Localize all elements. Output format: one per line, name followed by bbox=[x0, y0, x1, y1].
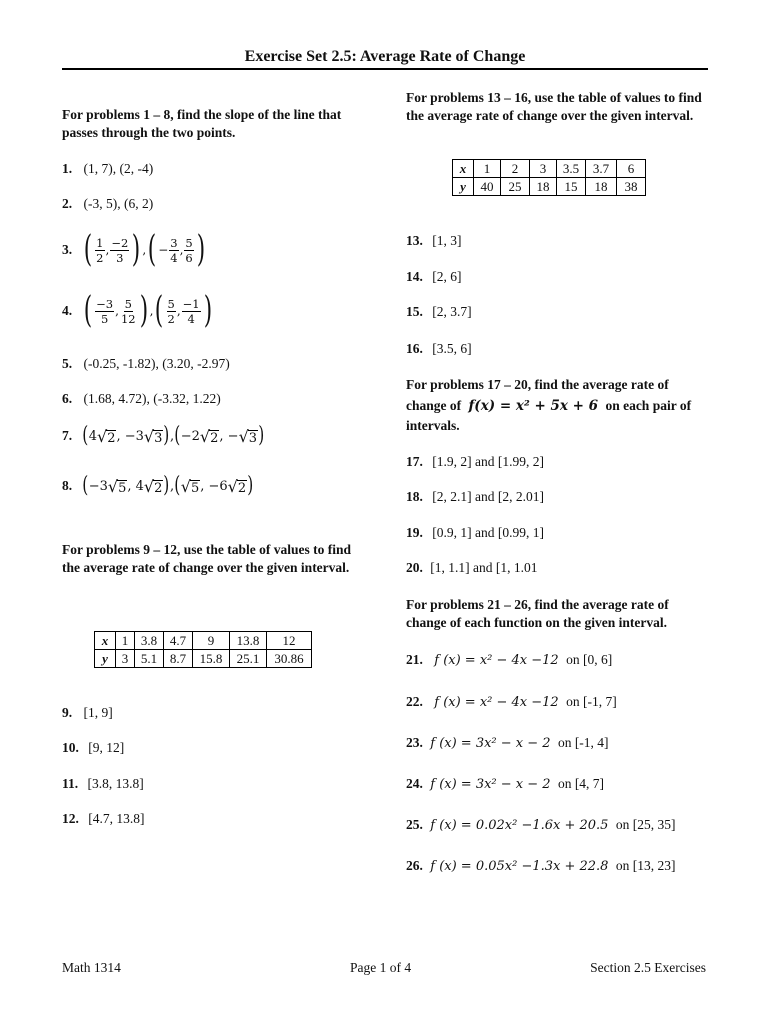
radical: √ 2 bbox=[143, 476, 163, 496]
table-row-x bbox=[95, 632, 312, 650]
fraction: $\frac{5}{2}$ bbox=[167, 296, 175, 326]
fraction: $\frac{1}{2}$ bbox=[96, 235, 104, 265]
table-cell: 15.8 bbox=[193, 650, 230, 668]
problem-23 bbox=[406, 735, 609, 751]
problem-text: (-0.25, -1.82), (3.20, -2.97) bbox=[83, 356, 230, 371]
problem-text: [2, 2.1] and [2, 2.01] bbox=[432, 489, 544, 504]
problem-number: 18. bbox=[406, 489, 423, 504]
problem-number: 6. bbox=[62, 391, 73, 406]
interval: on [4, 7] bbox=[557, 776, 605, 791]
problem-number: 1. bbox=[62, 161, 73, 176]
table-cell: 4.7 bbox=[164, 632, 193, 650]
problem-9 bbox=[62, 705, 113, 721]
fraction: $\frac{3}{4}$ bbox=[170, 235, 178, 265]
problem-number: 11. bbox=[62, 776, 79, 791]
table-header-x: x bbox=[95, 632, 116, 650]
problem-4 bbox=[62, 290, 214, 331]
problem-number: 26. bbox=[406, 858, 423, 873]
problem-number: 24. bbox=[406, 776, 423, 791]
function-expression: f(x) = x² + 5x + 6 bbox=[468, 398, 599, 414]
fraction: $\frac{-1}{4}$ bbox=[182, 296, 200, 326]
problem-2 bbox=[62, 196, 153, 212]
problem-6 bbox=[62, 391, 221, 407]
problem-text: [4.7, 13.8] bbox=[88, 811, 145, 826]
problem-number: 12. bbox=[62, 811, 79, 826]
problem-text: [1, 3] bbox=[432, 233, 462, 248]
title-rule bbox=[62, 68, 708, 70]
problem-text: (1.68, 4.72), (-3.32, 1.22) bbox=[83, 391, 221, 406]
table-header-y: y bbox=[453, 178, 474, 196]
problem-number: 9. bbox=[62, 705, 73, 720]
problem-text: [1, 1.1] and [1, 1.01 bbox=[430, 560, 538, 575]
problem-8 bbox=[62, 475, 254, 497]
problem-5 bbox=[62, 356, 230, 372]
problem-17 bbox=[406, 454, 544, 470]
radical: √ 3 bbox=[238, 426, 258, 446]
table-header-x: x bbox=[453, 160, 474, 178]
problem-number: 10. bbox=[62, 740, 79, 755]
problem-text: [0.9, 1] and [0.99, 1] bbox=[432, 525, 544, 540]
problem-19 bbox=[406, 525, 544, 541]
interval: on [-1, 7] bbox=[566, 694, 617, 709]
problem-number: 20. bbox=[406, 560, 423, 575]
table-cell: 9 bbox=[193, 632, 230, 650]
problem-text: (1, 7), (2, -4) bbox=[83, 161, 154, 176]
values-table-9-12 bbox=[94, 631, 312, 668]
section-header-17-20-line2: change of f(x) = x² + 5x + 6 on each pair of bbox=[406, 398, 692, 414]
footer-course: Math 1314 bbox=[62, 960, 121, 975]
problem-text: [1.9, 2] and [1.99, 2] bbox=[432, 454, 544, 469]
interval: on [-1, 4] bbox=[557, 735, 609, 750]
problem-number: 13. bbox=[406, 233, 423, 248]
table-row-y bbox=[95, 650, 312, 668]
problem-12 bbox=[62, 811, 145, 827]
table-cell: 3.5 bbox=[557, 160, 586, 178]
problem-text: [2, 6] bbox=[432, 269, 462, 284]
problem-22 bbox=[406, 694, 617, 710]
problem-text: [3.8, 13.8] bbox=[87, 776, 144, 791]
problem-text: (-3, 5), (6, 2) bbox=[83, 196, 154, 211]
problem-number: 23. bbox=[406, 735, 423, 750]
point-pair: ( $\frac{-3}{5}$ , $\frac{5}{12}$ ) , ( $\frac{5}{2}$ , $\frac{-1}{4}$ ) bbox=[83, 290, 212, 331]
problem-text: [3.5, 6] bbox=[432, 341, 472, 356]
problem-3 bbox=[62, 229, 207, 270]
problem-16 bbox=[406, 341, 472, 357]
problem-number: 21. bbox=[406, 652, 423, 667]
table-header-y: y bbox=[95, 650, 116, 668]
problem-11 bbox=[62, 776, 144, 792]
problem-number: 14. bbox=[406, 269, 423, 284]
radical: √ 5 bbox=[180, 476, 200, 496]
function-expression: f (x) = x² − 4x −12 bbox=[434, 653, 559, 668]
fraction: $\frac{-2}{3}$ bbox=[111, 235, 129, 265]
page-title: Exercise Set 2.5: Average Rate of Change bbox=[244, 48, 526, 65]
table-cell: 1 bbox=[116, 632, 135, 650]
table-cell: 3.7 bbox=[586, 160, 617, 178]
problem-number: 17. bbox=[406, 454, 423, 469]
table-cell: 8.7 bbox=[164, 650, 193, 668]
problem-26 bbox=[406, 858, 675, 874]
point-pair: ( 4 √ 2 , −3 √ 3 ) , ( −2 √ 2 , − √ 3 ) bbox=[82, 423, 265, 448]
section-header-1-8: For problems 1 – 8, find the slope of the line that passes through the two points. bbox=[62, 107, 342, 140]
table-cell: 3 bbox=[116, 650, 135, 668]
point-pair: ( $\frac{1}{2}$ , $\frac{-2}{3}$ ) , ( − $\frac{3}{4}$ , $\frac{5}{6}$ ) bbox=[83, 229, 205, 270]
table-cell: 25 bbox=[501, 178, 530, 196]
table-cell: 13.8 bbox=[230, 632, 267, 650]
problem-number: 5. bbox=[62, 356, 73, 371]
problem-number: 7. bbox=[62, 428, 73, 443]
problem-7 bbox=[62, 425, 265, 447]
section-header-13-16: For problems 13 – 16, use the table of values to find the average rate of change over the given interval. bbox=[406, 90, 702, 123]
problem-14 bbox=[406, 269, 462, 285]
section-header-17-20-line1: For problems 17 – 20, find the average rate of bbox=[406, 377, 669, 392]
problem-text: [1, 9] bbox=[83, 705, 113, 720]
radical: √ 5 bbox=[107, 476, 127, 496]
fraction: $\frac{5}{12}$ bbox=[120, 296, 136, 326]
table-cell: 12 bbox=[267, 632, 312, 650]
radical: √ 2 bbox=[199, 426, 219, 446]
problem-13 bbox=[406, 233, 462, 249]
problem-number: 3. bbox=[62, 242, 73, 257]
function-expression: f (x) = 0.05x² −1.3x + 22.8 bbox=[430, 859, 609, 874]
radical: √ 2 bbox=[97, 426, 116, 446]
section-header-21-26: For problems 21 – 26, find the average rate of change of each function on the given interval. bbox=[406, 597, 669, 630]
point-pair: ( −3 √ 5 , 4 √ 2 ) , ( √ 5 , −6 √ 2 ) bbox=[82, 473, 254, 498]
radical: √ 2 bbox=[227, 476, 247, 496]
fraction: $\frac{-3}{5}$ bbox=[96, 296, 114, 326]
values-table-13-16 bbox=[452, 159, 646, 196]
problem-25 bbox=[406, 817, 675, 833]
problem-text: [9, 12] bbox=[88, 740, 125, 755]
problem-number: 2. bbox=[62, 196, 73, 211]
table-cell: 3 bbox=[530, 160, 557, 178]
problem-number: 25. bbox=[406, 817, 423, 832]
interval: on [13, 23] bbox=[615, 858, 676, 873]
table-cell: 2 bbox=[501, 160, 530, 178]
table-cell: 5.1 bbox=[135, 650, 164, 668]
problem-text: [2, 3.7] bbox=[432, 304, 472, 319]
interval: on [25, 35] bbox=[615, 817, 676, 832]
table-cell: 18 bbox=[586, 178, 617, 196]
problem-18 bbox=[406, 489, 544, 505]
footer-section: Section 2.5 Exercises bbox=[590, 960, 706, 975]
table-cell: 40 bbox=[474, 178, 501, 196]
problem-number: 16. bbox=[406, 341, 423, 356]
radical: √ 3 bbox=[143, 426, 163, 446]
problem-number: 15. bbox=[406, 304, 423, 319]
table-row-x bbox=[453, 160, 646, 178]
function-expression: f (x) = x² − 4x −12 bbox=[434, 695, 559, 710]
function-expression: f (x) = 3x² − x − 2 bbox=[430, 777, 551, 792]
table-row-y bbox=[453, 178, 646, 196]
function-expression: f (x) = 0.02x² −1.6x + 20.5 bbox=[430, 818, 609, 833]
problem-24 bbox=[406, 776, 604, 792]
table-cell: 6 bbox=[617, 160, 646, 178]
table-cell: 3.8 bbox=[135, 632, 164, 650]
interval: on [0, 6] bbox=[566, 652, 613, 667]
problem-10 bbox=[62, 740, 124, 756]
section-header-9-12: For problems 9 – 12, use the table of values to find the average rate of change over the given interval. bbox=[62, 542, 352, 575]
table-cell: 38 bbox=[617, 178, 646, 196]
table-cell: 25.1 bbox=[230, 650, 267, 668]
table-cell: 30.86 bbox=[267, 650, 312, 668]
footer-page-number: Page 1 of 4 bbox=[350, 960, 412, 975]
table-cell: 15 bbox=[557, 178, 586, 196]
function-expression: f (x) = 3x² − x − 2 bbox=[430, 736, 551, 751]
problem-21 bbox=[406, 652, 612, 668]
table-cell: 18 bbox=[530, 178, 557, 196]
problem-15 bbox=[406, 304, 472, 320]
section-header-17-20-line3: intervals. bbox=[406, 418, 460, 433]
problem-20 bbox=[406, 560, 537, 576]
problem-number: 22. bbox=[406, 694, 423, 709]
problem-number: 4. bbox=[62, 303, 73, 318]
problem-number: 19. bbox=[406, 525, 423, 540]
fraction: $\frac{5}{6}$ bbox=[185, 235, 193, 265]
problem-1 bbox=[62, 161, 153, 177]
problem-number: 8. bbox=[62, 478, 73, 493]
table-cell: 1 bbox=[474, 160, 501, 178]
